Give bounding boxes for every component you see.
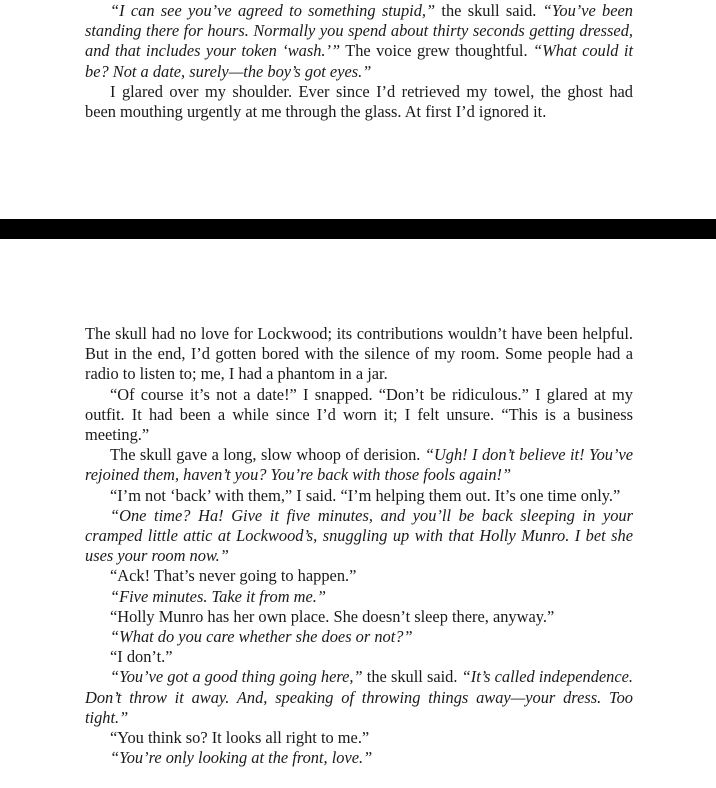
paragraph xyxy=(85,647,633,667)
text: “Holly Munro has her own place. She doesn’t sleep there, anyway.” xyxy=(110,606,555,626)
italic-text: “You’re only looking at the front, love.” xyxy=(110,748,373,768)
paragraph xyxy=(85,587,633,607)
italic-text: “One time? Ha! Give it five minutes, and you’ll be back sleeping in your cramped little attic at Lockwood’s, snuggling up with that Holly Munro. I bet she uses your room now.” xyxy=(85,505,633,566)
text: the skull said. xyxy=(362,667,462,687)
paragraph xyxy=(85,607,633,627)
italic-text: “What could it be? Not a date, surely—the boy’s got eyes.” xyxy=(85,41,633,81)
text: “Of course it’s not a date!” I snapped. “Don’t be ridiculous.” I glared at my outfit. It had been a while since I’d worn it; I felt unsure. “This is a business meeting.” xyxy=(85,384,633,445)
text: the skull said. xyxy=(435,1,543,20)
text: “You think so? It looks all right to me.” xyxy=(110,728,370,748)
paragraph xyxy=(85,748,633,768)
text: “Ack! That’s never going to happen.” xyxy=(110,566,357,586)
bottom-passage xyxy=(85,324,633,768)
paragraph xyxy=(85,627,633,647)
text: The voice grew thoughtful. xyxy=(340,41,533,61)
italic-text: “What do you care whether she does or not?” xyxy=(110,627,413,647)
italic-text: “I can see you’ve agreed to something stupid,” xyxy=(110,1,436,20)
paragraph xyxy=(85,1,633,82)
text: I glared over my shoulder. Ever since I’d retrieved my towel, the ghost had been mouthing urgently at me through the glass. At first I’d ignored it. xyxy=(85,81,633,122)
text: “I’m not ‘back’ with them,” I said. “I’m helping them out. It’s one time only.” xyxy=(110,485,621,505)
paragraph xyxy=(85,728,633,748)
paragraph xyxy=(85,486,633,506)
text: The skull had no love for Lockwood; its contributions wouldn’t have been helpful. But in the end, I’d gotten bored with the silence of my room. Some people had a radio to listen to; me, I had a phantom in a jar. xyxy=(85,324,633,384)
paragraph xyxy=(85,445,633,485)
top-passage xyxy=(85,1,633,122)
text: The skull gave a long, slow whoop of derision. xyxy=(110,445,425,465)
italic-text: “Five minutes. Take it from me.” xyxy=(110,586,326,606)
paragraph xyxy=(85,667,633,728)
italic-text: “It’s called independence. Don’t throw it away. And, speaking of throwing things away—your dress. Too tight.” xyxy=(85,667,634,727)
italic-text: “You’ve been standing there for hours. Normally you spend about thirty seconds getting dressed, and that includes your token ‘wash.’” xyxy=(85,1,634,61)
page-divider-bar xyxy=(0,219,716,239)
text: “I don’t.” xyxy=(110,647,173,667)
paragraph xyxy=(85,82,633,122)
paragraph xyxy=(85,506,633,567)
paragraph xyxy=(85,385,633,446)
paragraph xyxy=(85,566,633,586)
italic-text: “You’ve got a good thing going here,” xyxy=(110,667,363,687)
paragraph xyxy=(85,324,633,385)
italic-text: “Ugh! I don’t believe it! You’ve rejoined them, haven’t you? You’re back with those fools again!” xyxy=(85,445,633,485)
